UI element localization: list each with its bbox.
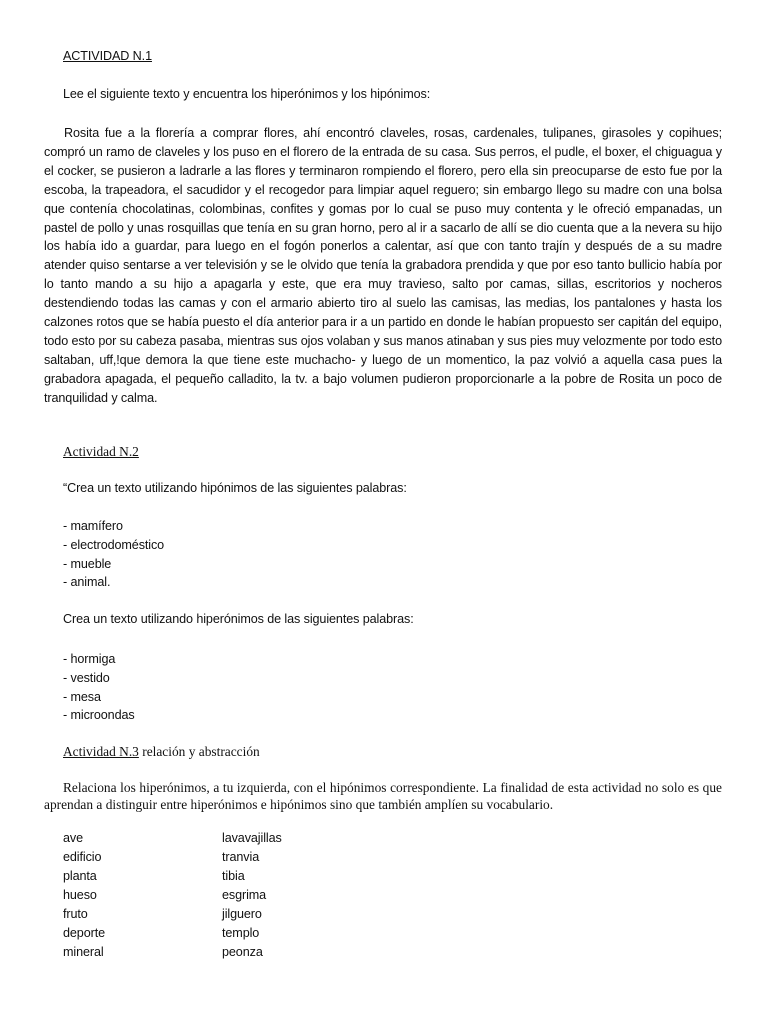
activity-2-instruction-hyponyms: “Crea un texto utilizando hipónimos de las siguientes palabras: (63, 481, 407, 495)
hyponym-cell: jilguero (222, 907, 262, 921)
activity-3-instruction: Relaciona los hiperónimos, a tu izquierda, con el hipónimos correspondiente. La finalidad de esta actividad no solo es que aprendan a distinguir entre hiperónimos e hipónimos sino que también amplíen su vocabulario. (44, 780, 722, 812)
hyponym-word-list (63, 517, 164, 592)
hyponym-cell: templo (222, 926, 260, 940)
list-item: - mamífero (63, 519, 123, 533)
matching-columns (63, 829, 282, 962)
hyponym-cell: lavavajillas (222, 831, 282, 845)
hypernym-cell: hueso (63, 888, 97, 902)
table-row (63, 848, 282, 867)
hyponym-cell: esgrima (222, 888, 267, 902)
activity-3-subtitle: relación y abstracción (142, 744, 260, 759)
activity-1-instruction: Lee el siguiente texto y encuentra los hiperónimos y los hipónimos: (63, 87, 431, 101)
list-item: - hormiga (63, 652, 116, 666)
table-row (63, 829, 282, 848)
hypernym-cell: deporte (63, 926, 106, 940)
table-row (63, 886, 282, 905)
list-item: - mesa (63, 689, 101, 704)
hyponym-cell: tibia (222, 869, 245, 883)
hypernym-cell: ave (63, 831, 84, 845)
list-item: - microondas (63, 708, 135, 723)
hypernym-cell: planta (63, 869, 97, 883)
activity-2-title: Actividad N.2 (63, 444, 139, 459)
activity-3-title: Actividad N.3 (63, 744, 139, 759)
hypernym-cell: fruto (63, 907, 88, 921)
table-row (63, 943, 282, 962)
hyponym-cell: peonza (222, 945, 263, 959)
table-row (63, 867, 282, 886)
table-row (63, 905, 282, 924)
hypernym-cell: edificio (63, 850, 102, 864)
hypernym-cell: mineral (63, 945, 104, 959)
hypernym-word-list (63, 650, 135, 725)
list-item: - electrodoméstico (63, 537, 165, 552)
list-item: - mueble (63, 556, 112, 571)
hyponym-cell: tranvia (222, 850, 260, 864)
activity-3-heading (63, 744, 260, 760)
list-item: - vestido (63, 670, 110, 685)
list-item: - animal. (63, 575, 111, 590)
activity-1-text: Rosita fue a la florería a comprar flores, ahí encontró claveles, rosas, cardenales, tulipanes, girasoles y copihues; compró un ramo de claveles y los puso en el florero de la entrada de su casa. Sus perros, el pudle, el boxer, el chiguagua y el cocker, se pusieron a ladrarle a las flores y terminaron rompiendo el florero, pero ella sin preocuparse de esto fue por la escoba, la trapeadora, el sacudidor y el recogedor para limpiar aquel reguero; sin embargo llego su madre con una bolsa que contenía chocolatinas, colombinas, confites y gomas por lo cual se puso muy contenta y le ofreció empanadas, un pastel de pollo y unas rosquillas que tenía en su gran horno, pero al ir a sacarlo de allí se dio cuenta que a la nevera su hijo los había ido a guardar, para luego en el fogón ponerlos a calentar, así que con tanto trajín y después de a su madre atender quiso sentarse a ver televisión y se le olvido que tenía la grabadora prendida y que por eso tanto bullicio había por lo tanto mando a su hijo a apagarla y este, que era muy travieso, salto por camas, sillas, escritorios y nocheros destendiendo todas las camas y con el armario abierto tiro al suelo las camisas, las medias, los pantalones y hasta los calzones rotos que se había puesto el día anterior para ir a un partido en donde le habían propuesto ser capitán del equipo, todo esto por su cabeza pasaba, mientras sus ojos volaban y sus manos atinaban y sus pies muy velozmente por todo esto saltaban, uff,!que demora la que tiene este muchacho- y luego de un momentico, la paz volvió a aquella casa pues la grabadora apagada, el pequeño calladito, la tv. a bajo volumen pudieron proporcionarle a la pobre de Rosita un poco de tranquilidad y calma. (44, 126, 722, 405)
table-row (63, 924, 282, 943)
activity-2-instruction-hypernyms: Crea un texto utilizando hiperónimos de las siguientes palabras: (63, 612, 414, 626)
activity-1-title: ACTIVIDAD N.1 (63, 49, 152, 63)
